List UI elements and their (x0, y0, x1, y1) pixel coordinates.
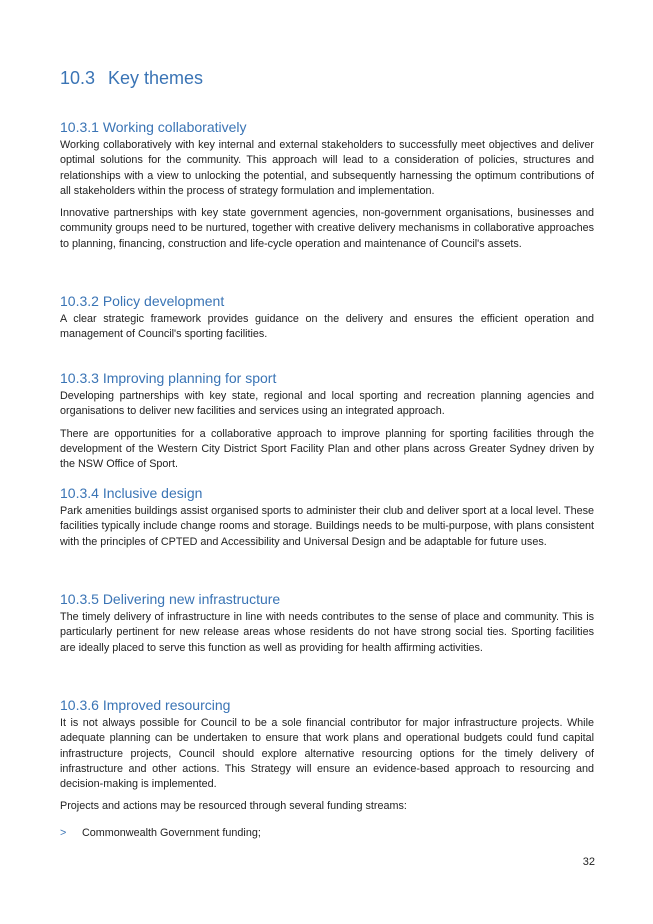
paragraph: Developing partnerships with key state, regional and local sporting and recreation planning agencies and organisations to deliver new facilities and services using an integrated approach. (60, 390, 594, 418)
section-heading (60, 68, 203, 89)
paragraph: Working collaboratively with key internal and external stakeholders to successfully meet objectives and deliver optimal solutions for the community. This approach will lead to a consideration of policies, structures and relationships with a view to unlocking the potential, and subsequently harnessing the optimum contributions of all stakeholders within the process of strategy formulation and implementation. (60, 139, 594, 197)
bullet-marker: > (60, 827, 67, 839)
paragraph: Innovative partnerships with key state government agencies, non-government organisations, businesses and community groups need to be nurtured, together with creative delivery mechanisms in collaborative approaches to planning, financing, construction and life-cycle operation and maintenance of Council's assets. (60, 207, 594, 250)
subsection-heading: 10.3.1 Working collaboratively (60, 119, 247, 135)
subsection-working-collaboratively (60, 119, 594, 259)
paragraph: Projects and actions may be resourced through several funding streams: (60, 800, 407, 813)
section-number: 10.3 (60, 68, 96, 88)
subsection-inclusive-design (60, 485, 594, 557)
bullet-item (60, 826, 261, 841)
subsection-heading: 10.3.4 Inclusive design (60, 485, 203, 501)
subsection-improving-planning (60, 370, 594, 479)
subsection-heading: 10.3.3 Improving planning for sport (60, 370, 277, 386)
paragraph: The timely delivery of infrastructure in line with needs contributes to the sense of place and community. This is particularly pertinent for new release areas whose residents do not have strong social ties. Sporting facilities are ideally placed to serve this function as well as providing for health affirming activities. (60, 611, 594, 654)
paragraph: It is not always possible for Council to be a sole financial contributor for major infrastructure projects. While adequate planning can be undertaken to ensure that work plans and operational budgets could fund capital infrastructure projects, Council should explore alternative resourcing options for the timely delivery of infrastructure and other actions. This Strategy will ensure an evidence-based approach to resourcing and decision-making is implemented. (60, 717, 594, 791)
paragraph: Park amenities buildings assist organised sports to administer their club and deliver sport at a local level. These facilities typically include change rooms and storage. Buildings needs to be multi-purpose, with plans consistent with the principles of CPTED and Accessibility and Universal Design and be adaptable for future uses. (60, 505, 594, 548)
paragraph: There are opportunities for a collaborative approach to improve planning for sporting facilities through the development of the Western City District Sport Facility Plan and other plans across Greater Sydney driven by the NSW Office of Sport. (60, 427, 594, 471)
page-number: 32 (582, 856, 595, 868)
bullet-text: Commonwealth Government funding; (82, 827, 261, 839)
paragraph: A clear strategic framework provides guidance on the delivery and ensures the efficient operation and management of Council's sporting facilities. (60, 313, 594, 341)
subsection-heading: 10.3.6 Improved resourcing (60, 697, 231, 713)
subsection-policy-development (60, 293, 594, 350)
subsection-heading: 10.3.2 Policy development (60, 293, 225, 309)
subsection-heading: 10.3.5 Delivering new infrastructure (60, 591, 281, 607)
section-title: Key themes (108, 68, 204, 88)
subsection-delivering-infrastructure (60, 591, 594, 663)
subsection-improved-resourcing (60, 697, 594, 822)
